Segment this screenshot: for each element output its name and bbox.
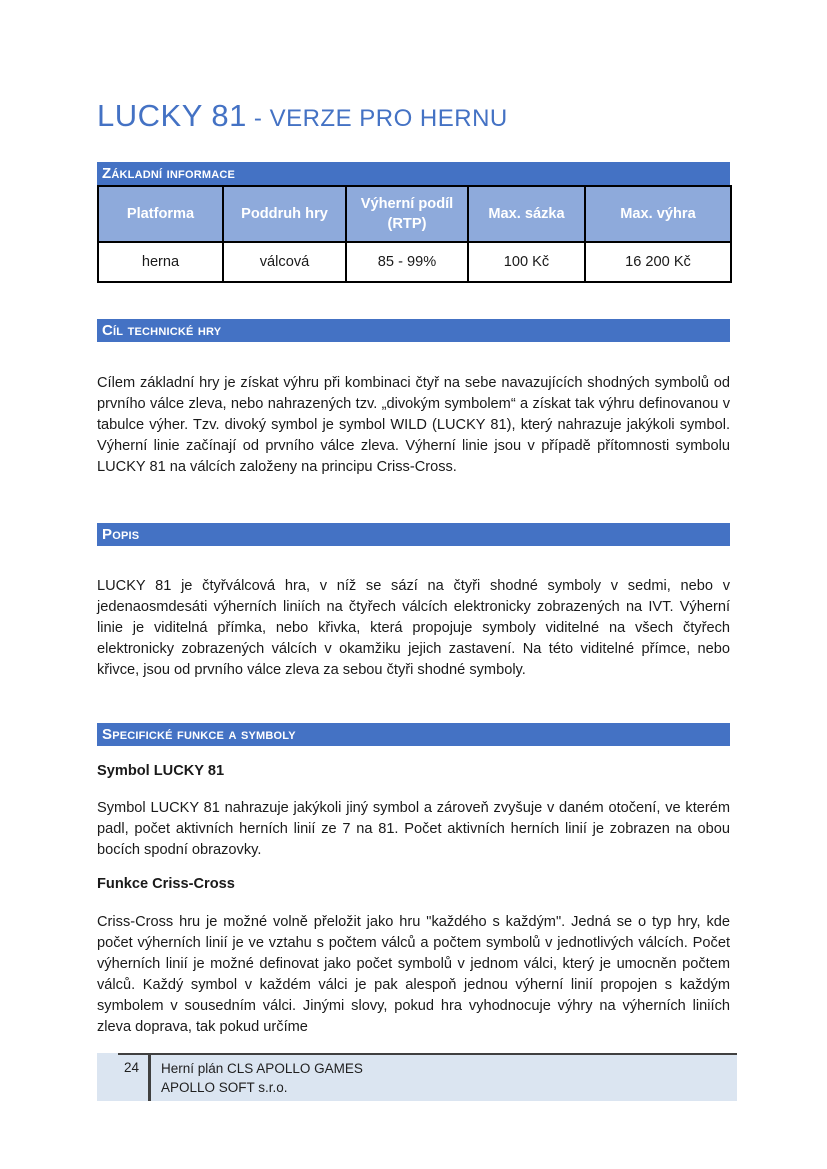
- table-header-vyherni-podil: Výherní podíl (RTP): [346, 186, 468, 242]
- section-heading-description: [97, 523, 730, 546]
- table-row: [98, 242, 731, 282]
- basic-info-table: [97, 185, 732, 283]
- goal-paragraph: Cílem základní hry je získat výhru při kombinaci čtyř na sebe navazujících shodných symbolů od prvního válce zleva, nebo nahrazených tzv. „divokým symbolem“ a získat tak výhru definovanou v tabulce výher. Tzv. divoký symbol je symbol WILD (LUCKY 81), který nahrazuje jakýkoli symbol. Výherní linie začínají od prvního válce zleva. Výherní linie jsou v případě přítomnosti symbolu LUCKY 81 na válcích založeny na principu Criss-Cross.: [97, 375, 730, 475]
- description-paragraph: LUCKY 81 je čtyřválcová hra, v níž se sází na čtyři shodné symboly v sedmi, nebo v jedenaosmdesáti výherních liniích na čtyřech válcích elektronicky zobrazených na IVT. Výherní linie je viditelná přímka, nebo křivka, která propojuje symboly viditelné na všech čtyřech elektronicky zobrazených válcích v okamžiku jejich zastavení. Na této viditelné přímce, nebo křivce, jsou od prvního válce zleva za sebou čtyři shodné symboly.: [97, 578, 730, 678]
- subsection-title-funkce-criss-cross: Funkce Criss-Cross: [97, 876, 235, 892]
- table-header-platforma: Platforma: [98, 186, 223, 242]
- footer-text-block: [151, 1053, 363, 1101]
- footer-document-title: Herní plán CLS APOLLO GAMES: [161, 1061, 363, 1076]
- section-heading-basic-info-label: Základní informace: [102, 165, 236, 182]
- page-content: [97, 0, 730, 1038]
- footer-page-number: 24: [123, 1060, 139, 1075]
- table-header-max-sazka: Max. sázka: [468, 186, 585, 242]
- section-heading-specific: [97, 723, 730, 746]
- section-heading-goal: [97, 319, 730, 342]
- table-cell-vyherni-podil: 85 - 99%: [346, 242, 468, 282]
- page-footer: [97, 1053, 737, 1101]
- table-cell-platforma: herna: [98, 242, 223, 282]
- section-heading-goal-label: Cíl technické hry: [102, 322, 222, 339]
- table-cell-max-sazka: 100 Kč: [468, 242, 585, 282]
- section-heading-description-label: Popis: [102, 526, 140, 543]
- footer-company-name: APOLLO SOFT s.r.o.: [161, 1080, 288, 1095]
- section-heading-basic-info: [97, 162, 730, 185]
- subsection-title-symbol-lucky-81: Symbol LUCKY 81: [97, 763, 225, 779]
- table-cell-poddruh-hry: válcová: [223, 242, 346, 282]
- table-header-max-vyhra: Max. výhra: [585, 186, 731, 242]
- subsection-paragraph-funkce-criss-cross: Criss-Cross hru je možné volně přeložit jako hru "každého s každým". Jedná se o typ hry, kde počet výherních linií je ve vztahu s počtem válců a počtem symbolů v jednotlivých válcích. Počet výherních linií je možné definovat jako počet symbolů v jednom válci, který je umocněn počtem válců. Každý symbol v každém válci je pak alespoň jednou výherní linií propojen s každým symbolem v sousedním válci. Jinými slovy, pokud hra vyhodnocuje výhry na výherních liniích zleva doprava, tak pokud určíme: [97, 914, 730, 1035]
- table-header-row: [98, 186, 731, 242]
- table-cell-max-vyhra: 16 200 Kč: [585, 242, 731, 282]
- title-subtitle: - VERZE PRO HERNU: [253, 105, 508, 132]
- title-main: LUCKY 81: [97, 98, 247, 133]
- section-heading-specific-label: Specifické funkce a symboly: [102, 726, 296, 743]
- page-title: [97, 97, 730, 134]
- table-header-poddruh-hry: Poddruh hry: [223, 186, 346, 242]
- subsection-paragraph-symbol-lucky-81: Symbol LUCKY 81 nahrazuje jakýkoli jiný symbol a zároveň zvyšuje v daném otočení, ve kterém padl, počet aktivních herních linií ze 7 na 81. Počet aktivních herních linií je zobrazen na obou bocích spodní obrazovky.: [97, 800, 730, 858]
